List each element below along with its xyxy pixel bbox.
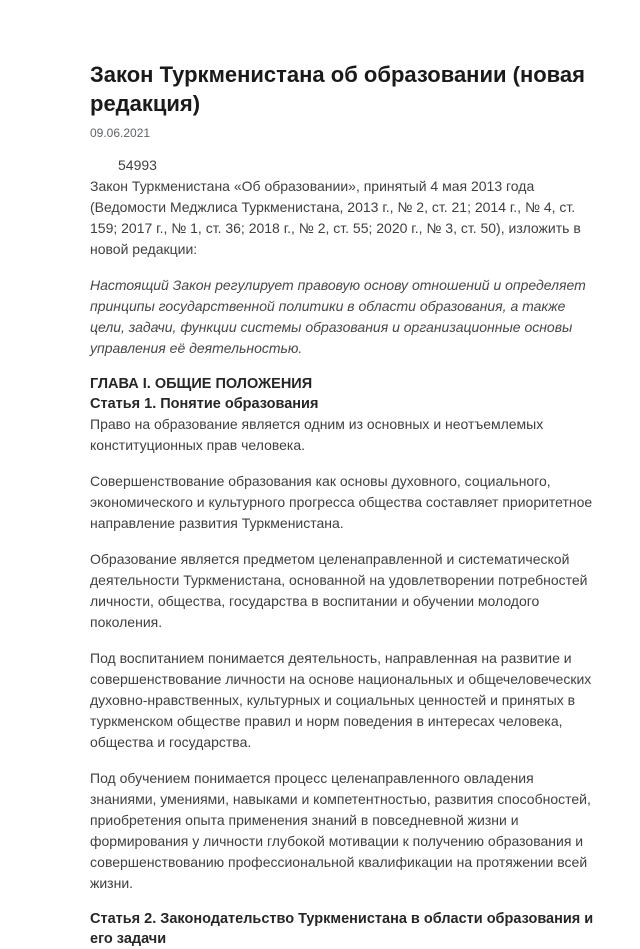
- article-1-paragraph: Под воспитанием понимается деятельность, направленная на развитие и совершенствование личности на основе национальных и общечеловеческих духовно-нравственных, культурных и социальных ценностей и принятых в туркменском обществе правил и норм поведения в интересах человека, общества и государства.: [90, 650, 592, 750]
- article-1-paragraph: Образование является предметом целенаправленной и систематической деятельности Туркменистана, основанной на удовлетворении потребностей личности, общества, государства в воспитании и обучении молодого поколения.: [90, 551, 588, 630]
- article-2-heading: Статья 2. Законодательство Туркменистана в области образования и его задачи: [90, 911, 594, 947]
- article-1-paragraph: Право на образование является одним из основных и неотъемлемых конституционных прав человека.: [90, 416, 544, 453]
- document-number: 54993: [118, 157, 157, 173]
- article-1-paragraph: Под обучением понимается процесс целенаправленного овладения знаниями, умениями, навыками и компетентностью, развития способностей, приобретения опыта применения знаний в повседневной жизни и формирования у личности глубокой мотивации к получению образования и совершенствованию профессиональной квалификации на протяжении всей жизни.: [90, 770, 591, 891]
- preamble-paragraph: Настоящий Закон регулирует правовую основу отношений и определяет принципы государственной политики в области образования, а также цели, задачи, функции системы образования и организационные основы управления её деятельностью.: [90, 277, 586, 356]
- chapter-1-heading: ГЛАВА I. ОБЩИЕ ПОЛОЖЕНИЯ: [90, 376, 313, 392]
- publish-date: 09.06.2021: [90, 126, 151, 140]
- article-1-heading: Статья 1. Понятие образования: [90, 396, 319, 412]
- document-title: Закон Туркменистана об образовании (новая редакция): [90, 62, 585, 116]
- article-1-paragraph: Совершенствование образования как основы духовного, социального, экономического и культурного прогресса общества составляет приоритетное направление развития Туркменистана.: [90, 473, 593, 531]
- amendment-clause: Закон Туркменистана «Об образовании», принятый 4 мая 2013 года (Ведомости Меджлиса Туркменистана, 2013 г., № 2, ст. 21; 2014 г., № 4, ст. 159; 2017 г., № 1, ст. 36; 2018 г., № 2, ст. 55; 2020 г., № 3, ст. 50), изложить в новой редакции:: [90, 178, 581, 257]
